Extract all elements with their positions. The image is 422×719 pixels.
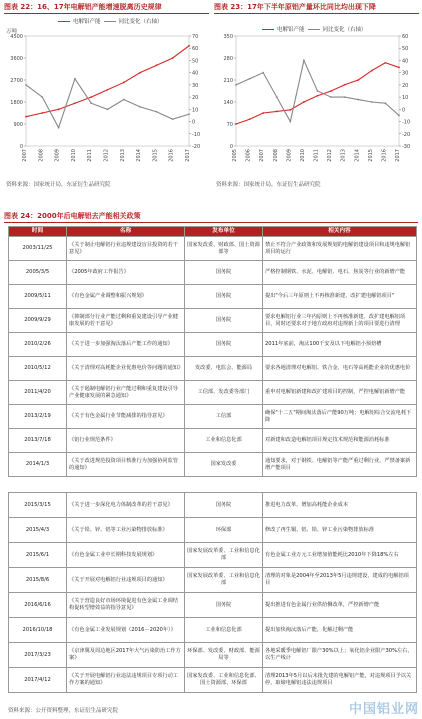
policy-content: 修改了再生铜、铝、铅、锌工业污染物排放标准 xyxy=(263,518,417,543)
fig23-series-point-1 xyxy=(235,84,237,86)
fig23-y2tick-label: 60 xyxy=(402,34,409,40)
policy-row xyxy=(9,518,417,543)
policy-org: 工信部、发改委等部门 xyxy=(185,381,263,405)
policy-org: 国家发改委 xyxy=(185,453,263,477)
fig23-y2tick-label: -30 xyxy=(402,144,411,150)
policy-date: 2010/2/26 xyxy=(9,333,67,357)
fig23-xtick-label: 2016 xyxy=(381,149,388,162)
watermark-logo: 中国铝业网 xyxy=(348,702,419,717)
fig23-y2tick-label: 10 xyxy=(402,95,409,102)
policy-row xyxy=(9,618,417,643)
fig22-series-point-1 xyxy=(90,102,92,104)
fig22-xtick-label: 2010 xyxy=(70,149,77,162)
fig23-xtick-label: 2017 xyxy=(395,149,401,162)
fig23-title: 图表 23：17年下半年原铝产量环比同比均出现下降 xyxy=(214,3,376,11)
fig22-y2tick-label: 10 xyxy=(192,107,199,114)
policy-date: 2013/2/19 xyxy=(9,405,67,429)
fig23-y2tick-label: 50 xyxy=(402,46,409,53)
policy-org: 国家发展改革委、工业和信息化部 xyxy=(185,543,263,568)
fig22-series-line-1 xyxy=(26,79,189,128)
policy-name: 《抑制部分行业产能过剩和重复建设引导产业健康发展的若干意见》 xyxy=(67,309,185,333)
policy-org: 国务院 xyxy=(185,593,263,618)
policy-date: 2013/7/18 xyxy=(9,429,67,453)
fig23-series-point-0 xyxy=(262,112,264,114)
policy-date: 2005/3/5 xyxy=(9,261,67,285)
fig23-y2tick-label: 30 xyxy=(402,70,409,77)
policy-org: 环保部、发改委、财政部、能源局等 xyxy=(185,643,263,668)
fig23-series-point-0 xyxy=(289,109,291,111)
fig23-y2tick-label: 40 xyxy=(402,58,409,65)
fig23-series-point-1 xyxy=(344,96,346,98)
fig23-series-point-1 xyxy=(317,90,319,92)
fig22-y2tick-label: 40 xyxy=(192,70,199,77)
fig23-title-rule xyxy=(214,13,419,14)
policy-row xyxy=(9,285,417,309)
fig22-xtick-label: 2009 xyxy=(54,149,61,162)
fig22-unit: 万吨 xyxy=(6,29,18,35)
policy-org: 工信部 xyxy=(185,405,263,429)
fig22-series-point-0 xyxy=(90,96,92,98)
fig23-xtick-label: 2009 xyxy=(286,149,293,162)
fig22-xtick-label: 2016 xyxy=(168,149,175,162)
fig22-xtick-label: 2008 xyxy=(38,149,45,162)
policy-row xyxy=(9,643,417,668)
fig23-xtick-label: 2013 xyxy=(340,149,347,162)
fig23-series-point-1 xyxy=(385,102,387,104)
fig22-series-point-0 xyxy=(25,116,27,118)
policy-name: 《关于制止电解铝行业违规建设盲目投资的若干意见》 xyxy=(67,237,185,261)
policy-date: 2011/4/20 xyxy=(9,381,67,405)
fig22-series-line-0 xyxy=(26,46,189,117)
policy-row xyxy=(9,593,417,618)
header-content: 相关内容 xyxy=(263,227,417,237)
header-date: 时间 xyxy=(9,227,67,237)
policy-name: 《有色金属工业中长期科技发展规划》 xyxy=(67,543,185,568)
fig22-series-point-1 xyxy=(58,127,60,129)
policy-table-bottom xyxy=(8,492,417,693)
policy-content: 清理2013年5月以后未批先建的电解铝产能，对违规项目予以关停，取缔电解铝违法违规项目 xyxy=(263,668,417,693)
fig23-series-point-1 xyxy=(371,101,373,103)
fig23-xtick-label: 2014 xyxy=(354,149,361,162)
policy-content: 2011年底前，淘汰100千安及以下电解铝小预焙槽 xyxy=(263,333,417,357)
policy-date: 2017/3/23 xyxy=(9,643,67,668)
policy-org: 国务院 xyxy=(185,333,263,357)
fig23-xtick-label: 2012 xyxy=(327,149,334,162)
fig22-series-point-0 xyxy=(41,112,43,114)
policy-row xyxy=(9,568,417,593)
fig23-series-point-0 xyxy=(249,118,251,120)
fig22-series-point-1 xyxy=(74,78,76,80)
policy-row xyxy=(9,261,417,285)
fig22-series-point-1 xyxy=(172,118,174,120)
fig23-series-point-1 xyxy=(276,96,278,98)
fig23-ytick-label: 210 xyxy=(223,78,233,84)
fig23-xtick-label: 2015 xyxy=(367,149,374,162)
fig22-xtick-label: 2007 xyxy=(22,149,28,162)
fig23-xtick-label: 2011 xyxy=(313,149,320,162)
fig22-source: 资料来源：国家统计局，东证衍生品研究院 xyxy=(6,182,111,188)
policy-content: 严格控制钢铁、水泥、电解铝、电石、焦炭等行业的新增产能 xyxy=(263,261,417,285)
fig22-ytick-label: 900 xyxy=(13,122,23,128)
policy-org: 国务院 xyxy=(185,493,263,518)
policy-table-top xyxy=(8,226,417,477)
fig22-ytick-label: 4500 xyxy=(10,34,23,40)
policy-name: 《关于清理对高耗能企业优惠电价等问题的通知》 xyxy=(67,357,185,381)
fig23-series-point-1 xyxy=(289,121,291,123)
fig23-series-point-0 xyxy=(276,111,278,113)
fig22-ytick-label: 1800 xyxy=(10,100,23,106)
policy-date: 2014/1/3 xyxy=(9,453,67,477)
fig22-ytick-label: 3600 xyxy=(10,56,23,62)
fig23-series-point-0 xyxy=(303,101,305,103)
fig22-ytick-label: 0 xyxy=(19,144,23,150)
policy-org: 发改委、电监会、能源局 xyxy=(185,357,263,381)
policy-content: 通知要求，对于钢铁、电解铝等产能严重过剩行业，严禁备案新增产能项目 xyxy=(263,453,417,477)
policy-name: 《关于铅、锌、铝等工业污染物排放标准》 xyxy=(67,518,185,543)
policy-org: 国家发改委、财政部、国土资源部等 xyxy=(185,237,263,261)
fig22-series-point-1 xyxy=(41,96,43,98)
policy-row xyxy=(9,429,417,453)
fig23-y2tick-label: 20 xyxy=(402,82,409,89)
fig23-ytick-label: 140 xyxy=(223,100,233,106)
fig22-xtick-label: 2014 xyxy=(136,149,143,162)
policy-name: 《京津冀及周边地区2017年大气污染防治工作方案》 xyxy=(67,643,185,668)
fig22-ytick-label: 2700 xyxy=(10,78,23,84)
policy-row xyxy=(9,381,417,405)
policy-org: 国务院 xyxy=(185,285,263,309)
policy-row xyxy=(9,493,417,518)
policy-row xyxy=(9,333,417,357)
fig23-series-point-1 xyxy=(303,60,305,62)
fig23-series-point-0 xyxy=(371,70,373,72)
fig23-series-point-0 xyxy=(344,84,346,86)
fig23-xtick-label: 2005 xyxy=(232,149,238,162)
fig22-xtick-label: 2012 xyxy=(103,149,110,162)
policy-content: 提出推进有色金属行业供给侧改革，严控新增产能 xyxy=(263,593,417,618)
policy-org: 工业和信息化部 xyxy=(185,429,263,453)
policy-org: 国务院 xyxy=(185,309,263,333)
fig22-legend xyxy=(58,17,163,25)
fig22-series-point-0 xyxy=(58,108,60,110)
policy-date: 2010/5/12 xyxy=(9,357,67,381)
policy-name: 《关于开展对电解铝行业违规项目的通知》 xyxy=(67,568,185,593)
policy-content: 禁止不符合产业政策和发展规划的电解铝建设项目和违规电解铝项目的运行 xyxy=(263,237,417,261)
fig22-y2tick-label: 70 xyxy=(192,34,199,40)
header-org: 发布单位 xyxy=(185,227,263,237)
fig23-ytick-label: 350 xyxy=(223,34,233,40)
fig23-legend-yoy: 同比变化（右轴） xyxy=(322,27,367,33)
fig23-series-point-0 xyxy=(330,90,332,92)
fig23-series-point-0 xyxy=(317,95,319,97)
fig22-y2tick-label: 0 xyxy=(192,119,196,126)
fig22-series-point-0 xyxy=(188,45,190,47)
policy-row xyxy=(9,668,417,693)
policy-name: 《有色金属工业发展规划（2016－2020年）》 xyxy=(67,618,185,643)
fig22-series-point-0 xyxy=(107,89,109,91)
fig23-y2tick-label: -20 xyxy=(402,131,411,138)
fig22-series-point-0 xyxy=(139,72,141,74)
policy-row xyxy=(9,453,417,477)
policy-row xyxy=(9,405,417,429)
policy-date: 2015/8/6 xyxy=(9,568,67,593)
fig22-series-point-1 xyxy=(107,108,109,110)
policy-name: 《关于改进规范投资项目核准行为加强协同监管的通知》 xyxy=(67,453,185,477)
policy-content: 各地采暖季电解铝厂限产30%以上；氧化铝企业限产30%左右，以生产线计 xyxy=(263,643,417,668)
policy-row xyxy=(9,543,417,568)
policy-date: 2009/5/11 xyxy=(9,285,67,309)
fig22-xtick-label: 2017 xyxy=(185,149,191,162)
fig23-y2tick-label: -10 xyxy=(402,119,411,126)
policy-content: 对新建和改造电解铝项目规定技术规范和能源消耗标准 xyxy=(263,429,417,453)
fig23-ytick-label: 70 xyxy=(226,122,233,128)
policy-name: 《关于遏制电解铝行业产能过剩和重复建设引导产业健康发展的紧急通知》 xyxy=(67,381,185,405)
fig24-title-rule xyxy=(4,222,418,223)
fig23-series-point-1 xyxy=(357,99,359,101)
policy-name: 《铝行业规范条件》 xyxy=(67,429,185,453)
fig23-series-point-0 xyxy=(385,62,387,64)
policy-date: 2009/9/29 xyxy=(9,309,67,333)
policy-name: 《2005年政府工作报告》 xyxy=(67,261,185,285)
fig22-series-point-1 xyxy=(156,111,158,113)
fig22-series-point-0 xyxy=(74,102,76,104)
policy-date: 2015/6/1 xyxy=(9,543,67,568)
fig23-legend-capacity: 电解铝产能 xyxy=(277,27,305,33)
fig23-series-point-0 xyxy=(398,67,400,69)
header-name: 名称 xyxy=(67,227,185,237)
fig22-y2tick-label: 60 xyxy=(192,46,199,53)
policy-content: 推进电力改革，增加高耗能企业成本 xyxy=(263,493,417,518)
fig23-legend-swatch-capacity xyxy=(262,29,274,30)
fig23-xtick-label: 2010 xyxy=(299,149,306,162)
fig23-series-point-1 xyxy=(398,115,400,117)
fig23-legend-swatch-yoy xyxy=(308,29,320,30)
policy-row xyxy=(9,237,417,261)
fig22-legend-swatch-yoy xyxy=(104,21,116,22)
fig22-y2tick-label: -20 xyxy=(192,144,201,150)
fig23-xtick-label: 2006 xyxy=(245,149,252,162)
fig23-series-line-0 xyxy=(236,63,399,124)
policy-name: 《关于营造良好市场环境促进有色金属工业调结构促转型增效益的指导意见》 xyxy=(67,593,185,618)
policy-org: 国家发改委、工业和信息化部、国土资源部、环保部 xyxy=(185,668,263,693)
fig22-y2tick-label: -10 xyxy=(192,131,201,138)
fig22-series-point-1 xyxy=(25,84,27,86)
fig22-plot-area xyxy=(26,36,189,146)
fig22-legend-capacity: 电解铝产能 xyxy=(73,19,101,25)
fig22-series-point-0 xyxy=(156,64,158,66)
policy-org: 国家发展改革委、工业和信息化部 xyxy=(185,568,263,593)
policy-name: 《关于进一步深化电力体制改革的若干意见》 xyxy=(67,493,185,518)
fig23-ytick-label: 280 xyxy=(223,56,233,62)
fig23-ytick-label: 0 xyxy=(229,144,233,150)
fig22-xtick-label: 2011 xyxy=(87,149,94,162)
fig23-source: 资料来源：国家统计局，东证衍生品研究院 xyxy=(216,182,321,188)
fig24-title: 图表 24：2000年后电解铝去产能相关政策 xyxy=(4,212,141,220)
policy-content: 有色金属工业万元工业增加值能耗比2010年下降18%左右 xyxy=(263,543,417,568)
fig22-y2tick-label: 20 xyxy=(192,95,199,102)
fig22-series-point-0 xyxy=(172,57,174,59)
policy-content: 要求电解铝行业三年内原则上不再核准新建、改扩建电解铝项目，同时还要求对于地方政府对违规新上的项目要进行清理 xyxy=(263,309,417,333)
policy-name: 《关于有色金属行业节能减排的指导意见》 xyxy=(67,405,185,429)
fig22-y2tick-label: 50 xyxy=(192,58,199,65)
policy-date: 2017/4/12 xyxy=(9,668,67,693)
policy-date: 2003/11/25 xyxy=(9,237,67,261)
fig22-series-point-1 xyxy=(139,106,141,108)
fig23-y2tick-label: 0 xyxy=(402,107,406,114)
policy-content: 重申对电解铝新建和改扩建项目的控制，严控电解铝新增产能 xyxy=(263,381,417,405)
fig22-legend-yoy: 同比变化（右轴） xyxy=(118,19,163,25)
fig24-source: 资料来源：公开资料整理，东证衍生品研究院 xyxy=(8,708,119,714)
policy-name: 《有色金属产业调整和振兴规划》 xyxy=(67,285,185,309)
fig22-chart xyxy=(4,32,209,172)
fig22-xtick-label: 2013 xyxy=(119,149,126,162)
fig22-series-point-0 xyxy=(123,82,125,84)
policy-content: 要求各地清理对电解铝、铁合金、电石等高耗能企业的优惠电价 xyxy=(263,357,417,381)
fig22-xtick-label: 2015 xyxy=(152,149,159,162)
fig23-chart xyxy=(214,32,419,172)
fig22-y2tick-label: 30 xyxy=(192,82,199,89)
fig23-series-point-0 xyxy=(357,79,359,81)
fig22-legend-swatch-capacity xyxy=(58,21,70,22)
fig22-series-point-1 xyxy=(188,113,190,115)
fig23-series-point-0 xyxy=(235,123,237,125)
fig22-title-rule xyxy=(4,13,209,14)
fig23-xtick-label: 2008 xyxy=(272,149,279,162)
policy-row xyxy=(9,309,417,333)
policy-content: 清理的对象是2004年至2013年5月违规建设，建成的电解铝项目 xyxy=(263,568,417,593)
policy-org: 环保部 xyxy=(185,518,263,543)
policy-date: 2015/4/3 xyxy=(9,518,67,543)
policy-table-header xyxy=(9,227,417,237)
policy-date: 2015/3/15 xyxy=(9,493,67,518)
fig23-xtick-label: 2007 xyxy=(259,149,266,162)
policy-date: 2016/6/16 xyxy=(9,593,67,618)
fig23-series-point-1 xyxy=(249,78,251,80)
policy-date: 2016/10/18 xyxy=(9,618,67,643)
policy-name: 《关于开展电解铝行业违法违规项目专项行动工作方案的通知》 xyxy=(67,668,185,693)
fig22-series-point-1 xyxy=(123,99,125,101)
fig22-title: 图表 22：16、17年电解铝产能增速脱离历史规律 xyxy=(4,3,162,11)
policy-org: 工业和信息化部 xyxy=(185,618,263,643)
policy-content: 提出"今后三年原则上不再核准新建、改扩建电解铝项目" xyxy=(263,285,417,309)
fig23-series-point-1 xyxy=(330,96,332,98)
fig23-series-point-1 xyxy=(262,72,264,74)
policy-row xyxy=(9,357,417,381)
policy-name: 《关于进一步加强淘汰落后产能工作的通知》 xyxy=(67,333,185,357)
policy-org: 国务院 xyxy=(185,261,263,285)
policy-content: 确保"十二五"期间淘汰落后产能90万吨；电解铝综合交流电耗下降 xyxy=(263,405,417,429)
policy-content: 提出加快淘汰落后产能，化解过剩产能 xyxy=(263,618,417,643)
